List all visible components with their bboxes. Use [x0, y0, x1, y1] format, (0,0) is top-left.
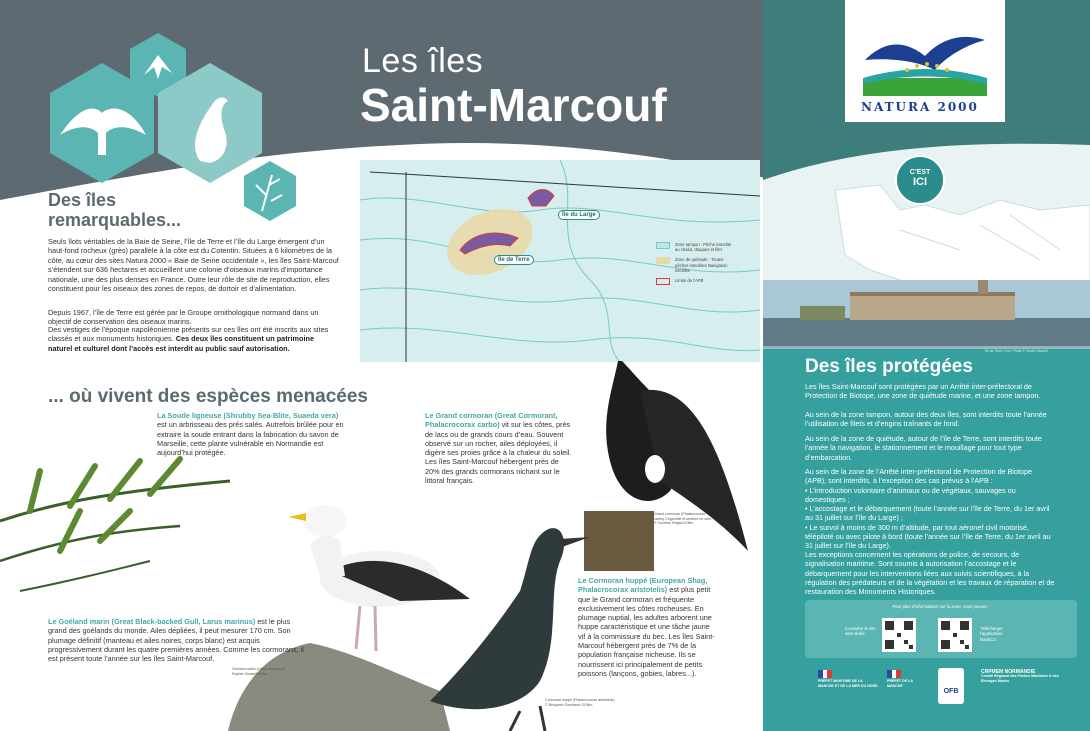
heading-protegees: Des îles protégées — [805, 356, 973, 377]
protection-list-item: • L’accostage et le débarquement (toute l’année sur l’île de Terre, du 1er avril au 31 juillet sur l’île du Large) ; — [805, 504, 1055, 523]
protection-paragraph-5: Les exceptions concernent les opérations de police, de secours, de signalisation maritime. Sont soumis à autorisation l’accostage et le débarquement pour les interventions liées aux suivis scientifiques, à la régulation des prédateurs et de la végétation et les travaux de réparation et de restauration des Monuments Historiques. — [805, 550, 1055, 597]
legend-text-apb: Limite de l’APB — [675, 278, 704, 284]
title-line2: Saint-Marcouf — [360, 79, 667, 131]
logo-ofb-text: OFB — [943, 688, 959, 695]
species-soude-text — [157, 411, 347, 457]
legend-swatch-tampon — [656, 242, 670, 249]
species-goeland-name: Le Goéland marin (Great Black-backed Gull, Larus marinus) — [48, 617, 256, 626]
logo-prefet-maritime — [818, 670, 878, 688]
logo-prefet-maritime-text: PRÉFET MARITIME DE LA MANCHE ET DE LA MER DU NORD — [818, 679, 878, 688]
protection-paragraph-4-intro: Au sein de la zone de l’Arrêté inter-préfectoral de Protection de Biotope (APB), sont interdits, à l’exception des cas prévus à l’APB : — [805, 467, 1032, 486]
credit-fort: Île de Terre, Fort. Photo © Xavier Maurel — [985, 349, 1048, 353]
species-huppe-desc: est plus petit que le Grand cormoran et fréquente exclusivement les côtes rocheuses. En plumage nuptial, les adultes arborent une huppe caractéristique et une tâche jaune vif à la commissure du bec. Les îles Saint-Marcouf hébergent près de 7% de la population française nicheuse. Ils se nourrissent ici principalement de petits poissons (lançons, gobies, labres...). — [578, 585, 715, 678]
qr-code-icon — [938, 618, 972, 652]
legend-swatch-quietude — [656, 257, 670, 264]
logo-ofb — [938, 668, 964, 704]
protection-list — [805, 486, 1055, 551]
legend-row-apb — [656, 278, 736, 285]
qr-code-app[interactable] — [938, 618, 972, 652]
cest-ici-line2: ICI — [912, 176, 928, 188]
qr1-label: Consulter le site web dédié — [845, 626, 876, 637]
title-line1: Les îles — [362, 42, 484, 80]
legend-row-tampon — [656, 242, 736, 252]
species-cormoran-desc: vit sur les côtes, près de lacs ou de grands cours d’eau. Souvent observé sur un rocher, ailes déployées, il digère ses proies grâce à la chaleur du soleil. Les îles Saint-Marcouf hébergent près de 20% des grands cormorans nichant sur le littoral français. — [425, 420, 572, 486]
species-huppe-text — [578, 576, 718, 678]
intro-paragraph-3-text: Des vestiges de l’époque napoléonienne présents sur ces îles ont été inscrits aux sites classés et aux monuments historiques. — [48, 325, 329, 344]
species-cormoran-name: Le Grand cormoran (Great Cormorant, Phalacrocorax carbo) — [425, 411, 558, 430]
legend-swatch-apb — [656, 278, 670, 285]
intro-paragraph-1: Seuls îlots véritables de la Baie de Seine, l’île de Terre et l’île du Large émergent d’un haut-fond rocheux (grès) parallèle à la côte est du Cotentin. Situées à 6 kilomètres de la côte, au cœur des sites Natura 2000 « Baie de Seine occidentale », les îles Saint-Marcouf s’étendent sur 636 hectares et accueillent une colonie d’oiseaux marins d’importance nationale, une des plus denses en France. Outre leur rôle de site de reproduction, elles constituent pour les oiseaux des zones de repos, de dortoir et d’alimentation. — [48, 237, 339, 294]
map-label-ile-de-terre: Île de Terre — [494, 255, 534, 265]
legend-row-quietude — [656, 257, 736, 273]
marianne-icon — [818, 670, 832, 678]
credit-huppe: Cormoran huppé (Phalacrocorax aristotelis) © Benjamin Gombault GONm — [545, 698, 615, 707]
credit-cormoran: Grand cormoran (Phalacrocorax carbo) Cégeurillé et drôlière un cher. © Cordelle Régis/GONm — [654, 512, 713, 525]
map-label-ile-du-large: Île du Large — [558, 210, 600, 220]
species-goeland-desc: est le plus grand des goélands du monde. Ailes dépliées, il peut mesurer 170 cm. Son plumage définitif (manteau et ailes noires, corps blanc) est acquis progressivement durant les quatre premières années. Comme les cormorans, il est présent toute l’année sur les îles Saint-Marcouf. — [48, 617, 304, 664]
logo-prefet-manche-text: PRÉFET DE LA MANCHE — [887, 679, 913, 688]
hex-plant-icon — [244, 161, 296, 221]
protection-paragraph-1: Les îles Saint-Marcouf sont protégées par un Arrêté inter-préfectoral de Protection de Biotope, une zone de quiétude marine, et une zone tampon. — [805, 382, 1041, 401]
logo-prefet-manche — [887, 670, 929, 688]
protection-paragraph-2: Au sein de la zone tampon, autour des deux îles, sont interdits toute l’année l’utilisation de filets et d’engins traînants de fond. — [805, 410, 1047, 429]
species-soude-desc: est un arbrisseau des prés salés. Autrefois brûlée pour en extraire la soude entrant dans la fabrication du savon de Marseille, cette plante vulnérable en Normandie est aujourd’hui protégée. — [157, 420, 344, 458]
heading-remarquables: Des îles remarquables... — [48, 190, 182, 230]
protection-paragraph-4 — [805, 467, 1055, 551]
cest-ici-line1: C’EST — [909, 169, 931, 176]
protection-list-item: • Le survol à moins de 300 m d’altitude, par tout aéronef civil motorisé, télépiloté ou avec pilote à bord (toute l’année sur l’île de Terre, du 1er avril au 31 juillet sur l’île du Large). — [805, 523, 1055, 551]
species-huppe-name: Le Cormoran huppé (European Shag, Phalacrocorax aristotelis) — [578, 576, 708, 595]
species-soude-name: La Soude ligneuse (Shrubby Sea-Blite, Suaeda vera) — [157, 411, 339, 420]
qr-code-icon — [882, 618, 916, 652]
credit-goeland: Goéland marin (Larus marinus) © Raphie Ginais/GONm — [232, 667, 286, 676]
map-legend — [656, 242, 736, 290]
logo-crpmem — [981, 670, 1061, 683]
logo-crpmem-text: CRPMEM NORMANDIE — [981, 669, 1036, 675]
protection-list-item: • L’introduction volontaire d’animaux ou de végétaux, sauvages ou domestiques ; — [805, 486, 1055, 505]
suaeda-plant-illustration — [0, 459, 230, 591]
info-title: Pour plus d’informations sur la zone, vous pouvez : — [892, 604, 990, 609]
cest-ici-marker — [895, 155, 945, 205]
marianne-icon — [887, 670, 901, 678]
legend-text-quietude: Zone de quiétude : Toutes pêches interdites Navigation interdite — [675, 257, 728, 273]
protection-paragraph-3: Au sein de la zone de quiétude, autour de l’île de Terre, sont interdits toute l’année la navigation, le stationnement et le mouillage pour tout type d’embarcation. — [805, 434, 1042, 462]
logo-crpmem-sub: Comité Régional des Pêches Maritimes & des Élevages Marins — [981, 674, 1059, 683]
intro-paragraph-3 — [48, 325, 340, 353]
species-goeland-text — [48, 617, 308, 663]
partner-logos — [805, 664, 1077, 712]
intro-paragraph-3-bold: Ces deux îles constituent un patrimoine naturel et culturel dont l’accès est interdit au public sauf autorisation. — [48, 334, 315, 353]
legend-text-tampon: Zone tampon : Pêche interdite au chalut, dragues et filet — [675, 242, 732, 253]
qr-code-website[interactable] — [882, 618, 916, 652]
species-cormoran-text — [425, 411, 575, 485]
intro-paragraph-2: Depuis 1967, l’île de Terre est gérée par le Groupe ornithologique normand dans un objectif de conservation des oiseaux marins. — [48, 308, 319, 327]
qr2-label: Télécharger l’application Nav&Co — [980, 626, 1003, 642]
gull-illustration — [288, 505, 470, 651]
natura-2000-text: NATURA 2000 — [861, 100, 979, 114]
heading-especes: ... où vivent des espèces menacées — [48, 386, 369, 407]
